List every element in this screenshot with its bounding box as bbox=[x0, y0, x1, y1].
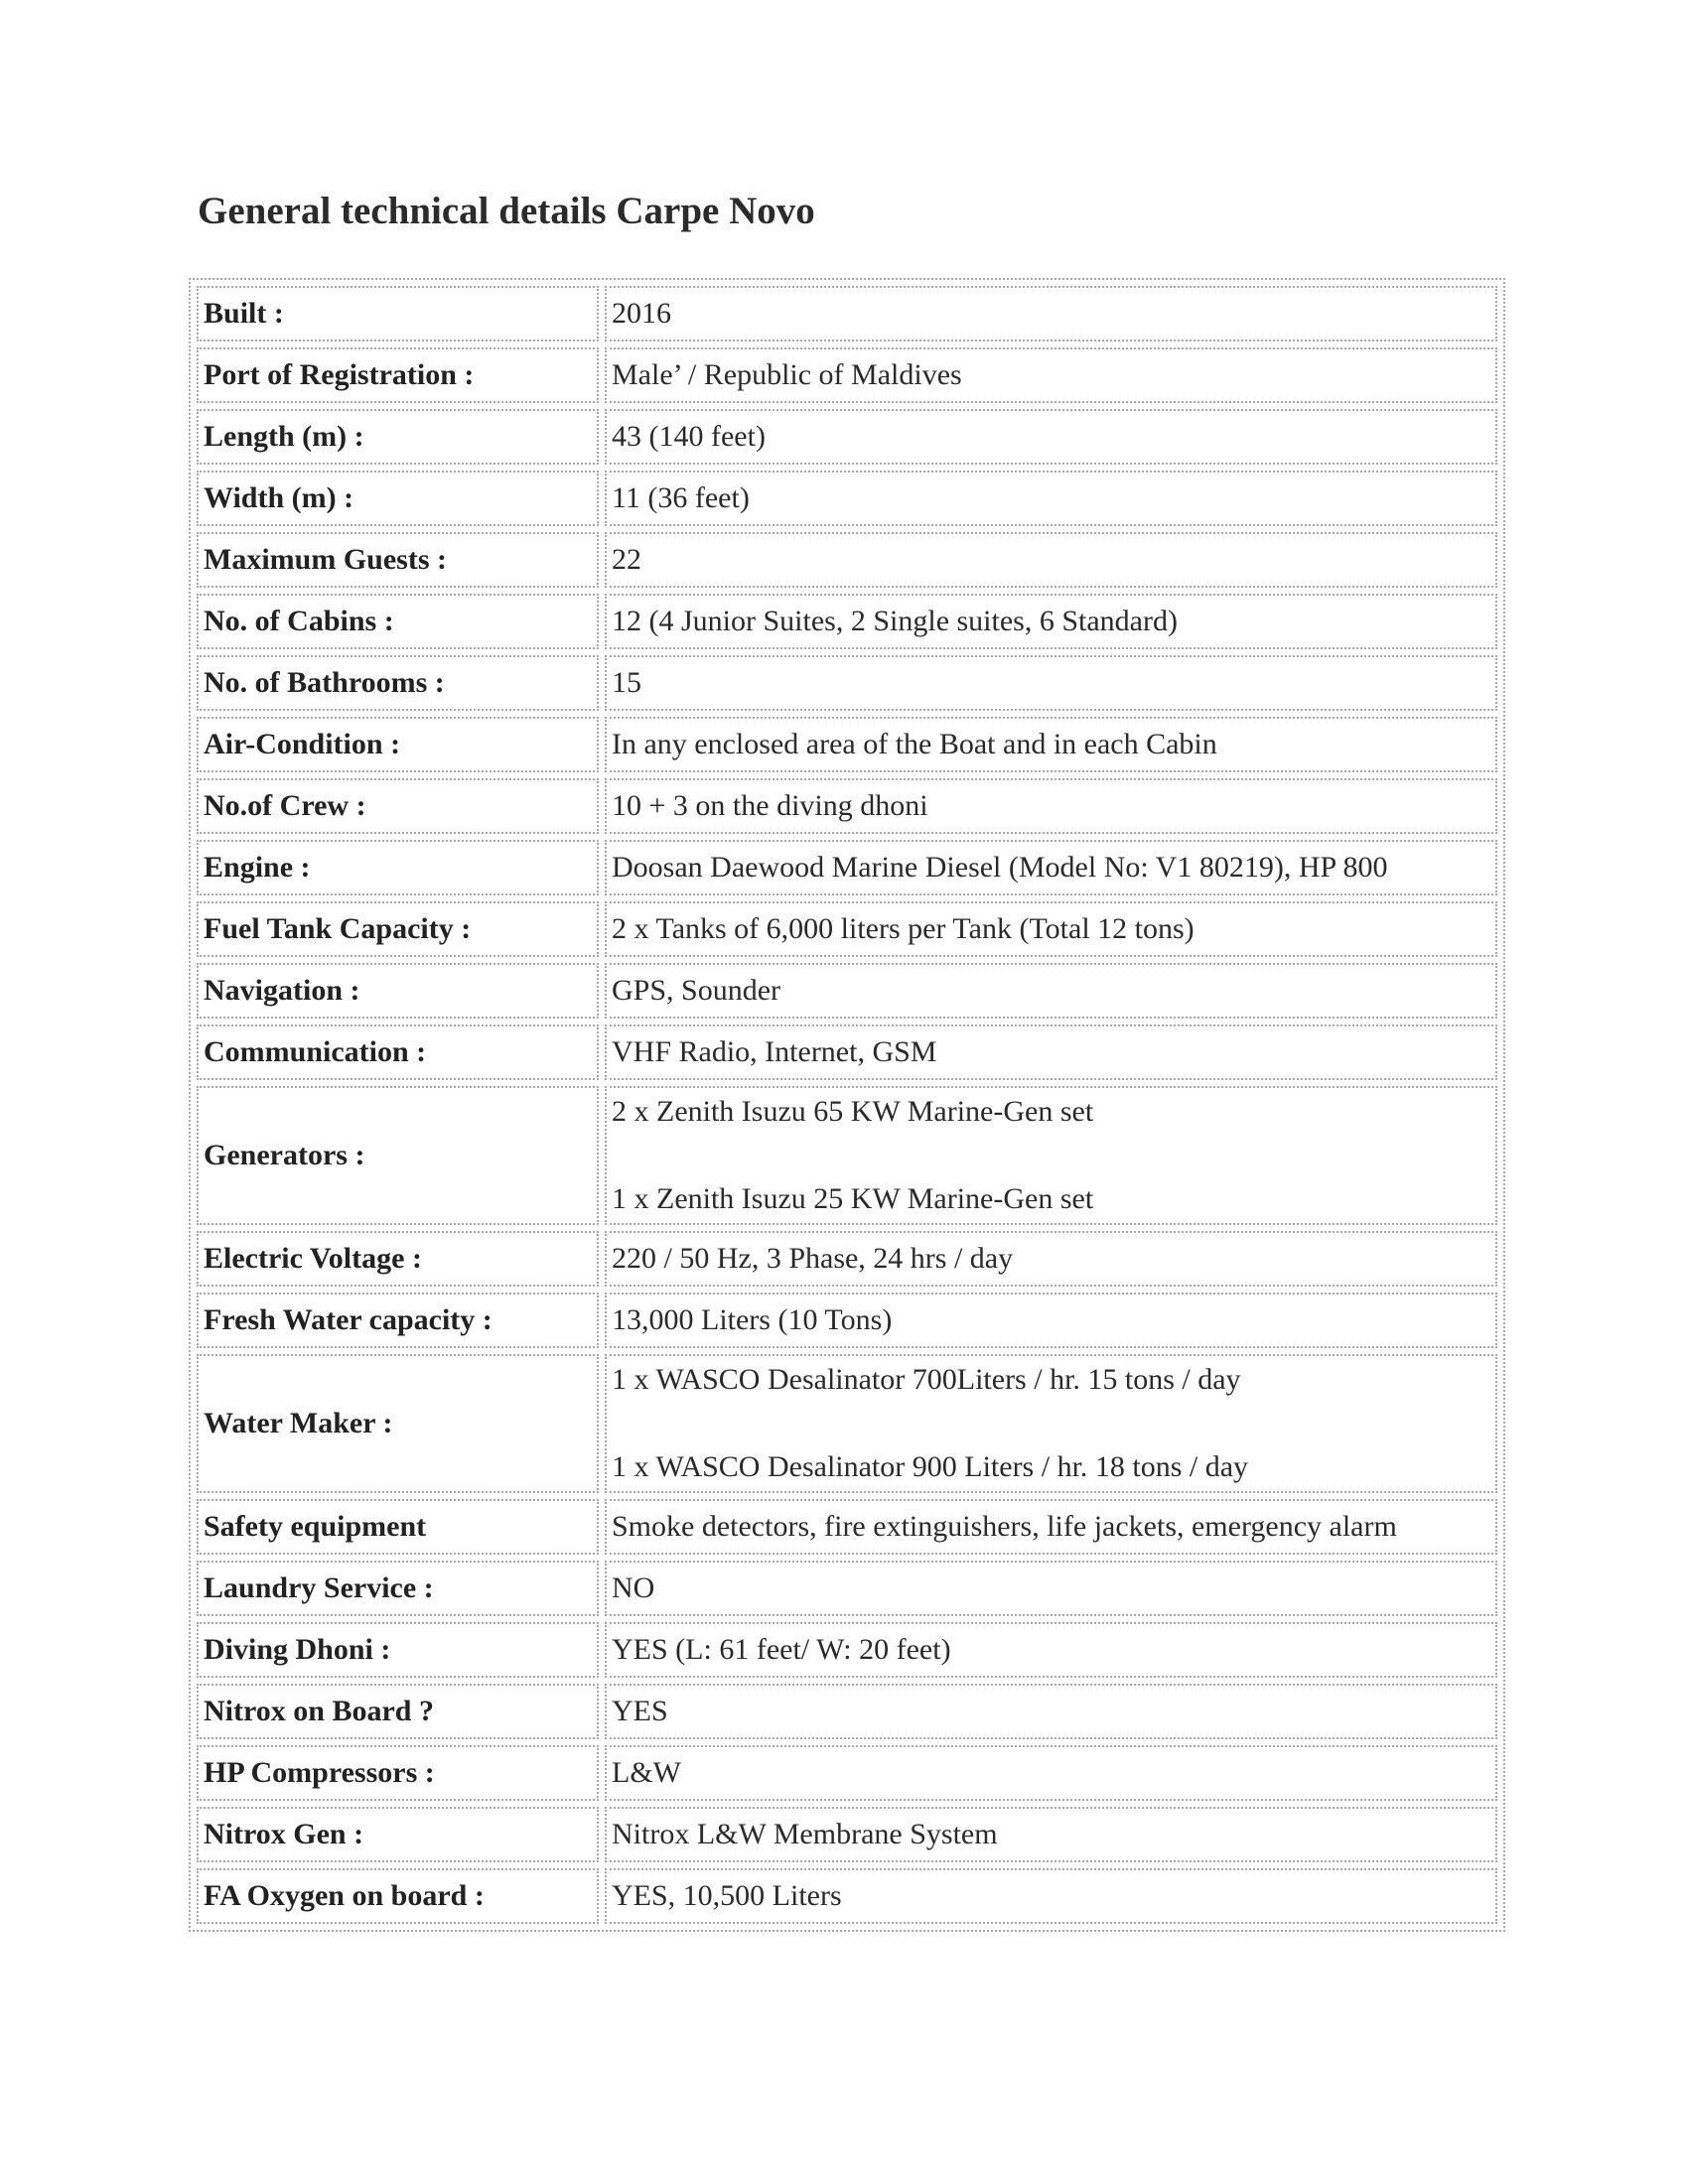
spec-value: 15 bbox=[605, 655, 1497, 711]
table-row bbox=[197, 347, 1497, 403]
spec-label: Maximum Guests : bbox=[197, 532, 599, 588]
spec-value: Male’ / Republic of Maldives bbox=[605, 347, 1497, 403]
table-row bbox=[197, 1499, 1497, 1555]
spec-value: YES bbox=[605, 1684, 1497, 1739]
spec-value: VHF Radio, Internet, GSM bbox=[605, 1024, 1497, 1080]
spec-value: YES (L: 61 feet/ W: 20 feet) bbox=[605, 1622, 1497, 1678]
spec-label: Port of Registration : bbox=[197, 347, 599, 403]
table-row bbox=[197, 1293, 1497, 1348]
table-row bbox=[197, 1622, 1497, 1678]
spec-value: 11 (36 feet) bbox=[605, 471, 1497, 526]
spec-value-line: 1 x WASCO Desalinator 700Liters / hr. 15 tons / day bbox=[612, 1363, 1241, 1396]
table-row bbox=[197, 1086, 1497, 1225]
table-row bbox=[197, 778, 1497, 834]
spec-value: 13,000 Liters (10 Tons) bbox=[605, 1293, 1497, 1348]
spec-label: Navigation : bbox=[197, 963, 599, 1019]
spec-label: Fresh Water capacity : bbox=[197, 1293, 599, 1348]
table-row bbox=[197, 409, 1497, 465]
spec-label: Electric Voltage : bbox=[197, 1231, 599, 1287]
table-row bbox=[197, 1745, 1497, 1801]
table-row bbox=[197, 1561, 1497, 1616]
spec-label: Communication : bbox=[197, 1024, 599, 1080]
spec-label: No.of Crew : bbox=[197, 778, 599, 834]
spec-value: YES, 10,500 Liters bbox=[605, 1868, 1497, 1924]
table-row bbox=[197, 963, 1497, 1019]
table-row bbox=[197, 655, 1497, 711]
spec-label: Laundry Service : bbox=[197, 1561, 599, 1616]
spec-label: Length (m) : bbox=[197, 409, 599, 465]
table-row bbox=[197, 1024, 1497, 1080]
spec-label: Generators : bbox=[197, 1086, 599, 1225]
spec-label: No. of Bathrooms : bbox=[197, 655, 599, 711]
spec-label: Width (m) : bbox=[197, 471, 599, 526]
spec-value: Doosan Daewood Marine Diesel (Model No: V1 80219), HP 800 bbox=[605, 840, 1497, 895]
spec-value: Smoke detectors, fire extinguishers, life jackets, emergency alarm bbox=[605, 1499, 1497, 1555]
spec-value-line: 2 x Zenith Isuzu 65 KW Marine-Gen set bbox=[612, 1095, 1094, 1128]
table-row bbox=[197, 1807, 1497, 1862]
spec-label: Nitrox on Board ? bbox=[197, 1684, 599, 1739]
table-row bbox=[197, 901, 1497, 957]
spec-value: L&W bbox=[605, 1745, 1497, 1801]
table-row bbox=[197, 594, 1497, 649]
table-row bbox=[197, 717, 1497, 772]
table-row bbox=[197, 471, 1497, 526]
spec-label: Water Maker : bbox=[197, 1354, 599, 1493]
spec-label: No. of Cabins : bbox=[197, 594, 599, 649]
spec-value: 12 (4 Junior Suites, 2 Single suites, 6 Standard) bbox=[605, 594, 1497, 649]
spec-value bbox=[605, 1086, 1497, 1225]
spec-label: Built : bbox=[197, 286, 599, 341]
table-row bbox=[197, 840, 1497, 895]
page-title: General technical details Carpe Novo bbox=[198, 190, 815, 232]
table-row bbox=[197, 1684, 1497, 1739]
spec-value: 43 (140 feet) bbox=[605, 409, 1497, 465]
spec-label: FA Oxygen on board : bbox=[197, 1868, 599, 1924]
spec-value: 10 + 3 on the diving dhoni bbox=[605, 778, 1497, 834]
spec-value: In any enclosed area of the Boat and in each Cabin bbox=[605, 717, 1497, 772]
spec-value-line: 1 x WASCO Desalinator 900 Liters / hr. 18 tons / day bbox=[612, 1450, 1249, 1483]
table-row bbox=[197, 286, 1497, 341]
spec-label: Engine : bbox=[197, 840, 599, 895]
spec-value: 2016 bbox=[605, 286, 1497, 341]
spec-label: Diving Dhoni : bbox=[197, 1622, 599, 1678]
table-row bbox=[197, 532, 1497, 588]
spec-label: HP Compressors : bbox=[197, 1745, 599, 1801]
spec-value-line: 1 x Zenith Isuzu 25 KW Marine-Gen set bbox=[612, 1182, 1094, 1215]
spec-label: Nitrox Gen : bbox=[197, 1807, 599, 1862]
spec-value: 2 x Tanks of 6,000 liters per Tank (Total 12 tons) bbox=[605, 901, 1497, 957]
spec-value: Nitrox L&W Membrane System bbox=[605, 1807, 1497, 1862]
spec-label: Fuel Tank Capacity : bbox=[197, 901, 599, 957]
spec-value: NO bbox=[605, 1561, 1497, 1616]
technical-details-table bbox=[189, 278, 1505, 1932]
spec-label: Safety equipment bbox=[197, 1499, 599, 1555]
spec-value bbox=[605, 1354, 1497, 1493]
table-row bbox=[197, 1354, 1497, 1493]
spec-value: GPS, Sounder bbox=[605, 963, 1497, 1019]
spec-value: 22 bbox=[605, 532, 1497, 588]
table-row bbox=[197, 1231, 1497, 1287]
spec-label: Air-Condition : bbox=[197, 717, 599, 772]
spec-value: 220 / 50 Hz, 3 Phase, 24 hrs / day bbox=[605, 1231, 1497, 1287]
table-row bbox=[197, 1868, 1497, 1924]
